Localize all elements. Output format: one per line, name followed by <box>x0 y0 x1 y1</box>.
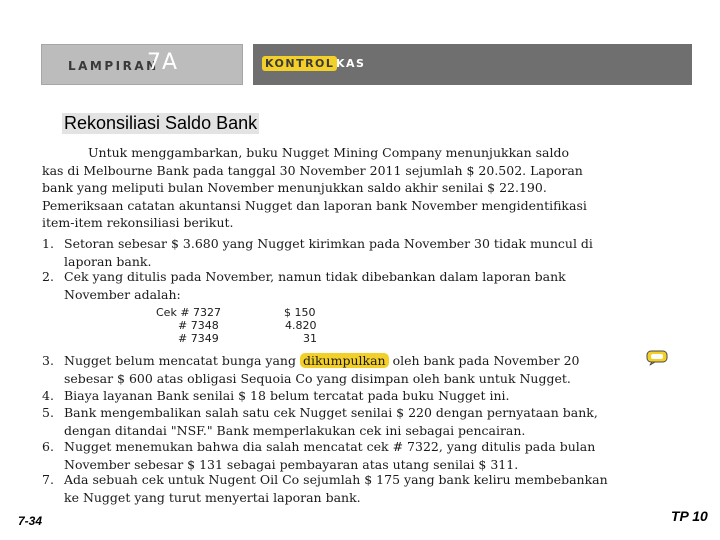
item-line: sebesar $ 600 atas obligasi Sequoia Co yang disimpan oleh bank untuk Nugget. <box>64 370 571 386</box>
item-number: 5. <box>42 405 54 420</box>
item-number: 2. <box>42 269 54 284</box>
speech-bubble-icon[interactable] <box>646 350 668 366</box>
check-amount: $ 150 <box>284 306 316 319</box>
kas-label: KAS <box>336 57 366 70</box>
check-label: # 7349 <box>178 332 219 345</box>
check-amount: 4.820 <box>285 319 317 332</box>
item-text: Nugget belum mencatat bunga yang <box>64 353 296 368</box>
lampiran-label: LAMPIRAN <box>68 59 159 73</box>
item-line: ke Nugget yang turut menyertai laporan bank. <box>64 489 361 505</box>
item-line: Bank mengembalikan salah satu cek Nugget senilai $ 220 dengan pernyataan bank, <box>64 405 598 420</box>
intro-line: Untuk menggambarkan, buku Nugget Mining Company menunjukkan saldo <box>88 145 570 160</box>
lampiran-number: 7A <box>147 50 179 75</box>
item-text: oleh bank pada November 20 <box>392 353 580 368</box>
check-label: Cek # 7327 <box>156 306 222 319</box>
check-amount: 31 <box>303 332 317 345</box>
intro-line: bank yang meliputi bulan November menunjukkan saldo akhir senilai $ 22.190. <box>42 180 547 196</box>
lampiran-header-box <box>41 44 243 85</box>
item-number: 1. <box>42 236 54 251</box>
item-line <box>64 352 579 370</box>
item-line: dengan ditandai "NSF." Bank memperlakukan cek ini sebagai pencairan. <box>64 422 526 438</box>
item-number: 7. <box>42 472 54 487</box>
item-line: Ada sebuah cek untuk Nugent Oil Co sejumlah $ 175 yang bank keliru membebankan <box>64 472 608 487</box>
kontrol-label: KONTROL <box>262 56 337 71</box>
intro-line: kas di Melbourne Bank pada tanggal 30 November 2011 sejumlah $ 20.502. Laporan <box>42 162 583 178</box>
item-number: 3. <box>42 353 54 368</box>
item-line: Biaya layanan Bank senilai $ 18 belum tercatat pada buku Nugget ini. <box>64 388 510 403</box>
check-label: # 7348 <box>178 319 219 332</box>
item-number: 6. <box>42 439 54 454</box>
item-line: Cek yang ditulis pada November, namun tidak dibebankan dalam laporan bank <box>64 269 566 284</box>
highlighted-word: dikumpulkan <box>300 353 389 368</box>
tp-label: TP 10 <box>671 508 708 524</box>
item-line: November sebesar $ 131 sebagai pembayaran atas utang senilai $ 311. <box>64 456 519 472</box>
item-line: laporan bank. <box>64 253 152 269</box>
item-line: Setoran sebesar $ 3.680 yang Nugget kirimkan pada November 30 tidak muncul di <box>64 236 593 251</box>
item-number: 4. <box>42 388 54 403</box>
intro-line: Pemeriksaan catatan akuntansi Nugget dan laporan bank November mengidentifikasi <box>42 197 587 213</box>
intro-line: item-item rekonsiliasi berikut. <box>42 215 234 231</box>
item-line: November adalah: <box>64 286 181 302</box>
item-line: Nugget menemukan bahwa dia salah mencatat cek # 7322, yang ditulis pada bulan <box>64 439 596 454</box>
slide-number: 7-34 <box>18 514 43 528</box>
slide-title: Rekonsiliasi Saldo Bank <box>64 113 258 133</box>
section-header-box <box>253 44 692 85</box>
